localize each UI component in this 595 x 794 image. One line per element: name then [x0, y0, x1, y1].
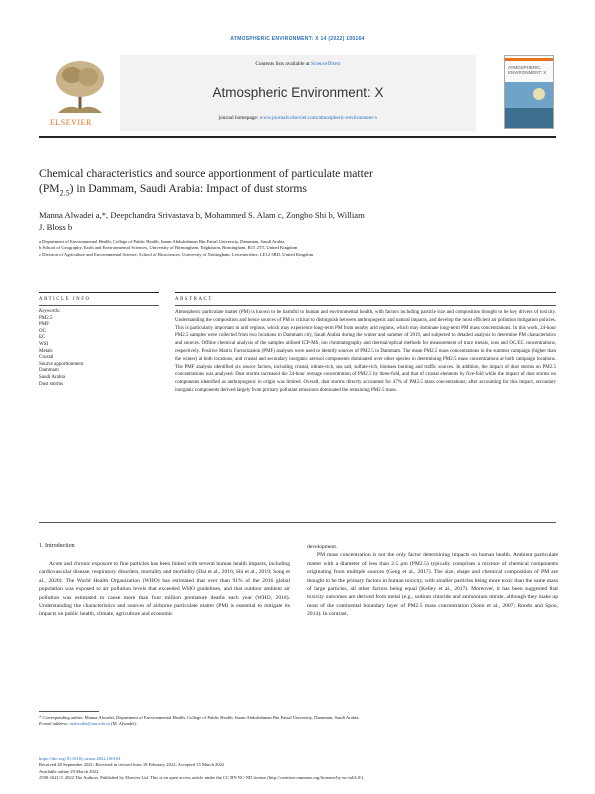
intro-left-column: [39, 560, 290, 619]
keyword: Dust storms: [39, 381, 64, 387]
elsevier-wordmark: ELSEVIER: [50, 118, 92, 127]
info-top-rule: [39, 292, 159, 293]
homepage-link[interactable]: www.journals.elsevier.com/atmospheric-environment-x: [259, 115, 378, 121]
email-link[interactable]: malwadei@iau.edu.sa: [69, 721, 110, 727]
footnotes: [39, 715, 559, 728]
sciencedirect-link[interactable]: ScienceDirect: [310, 61, 341, 67]
author-list: [39, 209, 469, 233]
contents-prefix: Contents lists available at: [255, 61, 311, 67]
cover-accent-bar: [505, 58, 553, 61]
journal-cover: [504, 55, 554, 129]
intro-right-column: [307, 543, 558, 619]
header-rule: [39, 136, 556, 138]
authors-line-1: Manna Alwadei a,*, Deepchandra Srivastava b, Mohammed S. Alam c, Zongbo Shi b, William: [39, 210, 365, 220]
abstract-top-rule: [175, 292, 556, 293]
publication-details: [39, 756, 559, 781]
keyword: Source apportionment: [39, 361, 84, 367]
abstract-heading: ABSTRACT: [175, 297, 213, 302]
cover-title: ATMOSPHERIC ENVIRONMENT: X: [508, 65, 547, 75]
keyword: WSI: [39, 341, 49, 347]
journal-title: Atmospheric Environment: X: [212, 85, 384, 100]
intro-continuation: development.: [307, 544, 338, 550]
introduction-heading: 1. Introduction: [39, 543, 75, 549]
homepage-line: [120, 115, 476, 121]
contents-line: [120, 61, 476, 67]
journal-header: [44, 55, 552, 131]
affiliations: [39, 239, 539, 258]
info-sub-rule: [39, 305, 159, 306]
license-line: 2590-1621/© 2022 The Authors. Published by Elsevier Ltd. This is an open access article under the CC BY-NC-ND license (http://creativecommons.org/licenses/by-nc-nd/4.0/).: [39, 774, 364, 780]
keyword: Metals: [39, 348, 53, 354]
keyword: EC: [39, 335, 46, 341]
affiliation-b: b School of Geography, Earth and Environmental Sciences, University of Birmingham, Edgbaston, Birmingham, B15 2TT, United Kingdom: [39, 245, 298, 251]
keyword: PMF: [39, 322, 50, 328]
keyword: Saudi Arabia: [39, 374, 65, 380]
doi-link[interactable]: https://doi.org/10.1016/j.aeaoa.2022.100164: [39, 756, 121, 761]
homepage-prefix: journal homepage:: [218, 115, 260, 121]
intro-paragraph-1: Acute and chronic exposure to fine particles has been linked with several human health impacts, including cardiovascular disease, respiratory disorders, mortality and morbidity (Dai et al., 2016; Shi et al., 2019; Song et al., 2020). The World Health Organization (WHO) has estimated that over than 91% of the 2016 global population was exposed to air pollution levels that exceeded WHO guidelines, and that outdoor ambient air pollution was estimated to cause more than four million premature deaths each year (WHO, 2018). Understanding the characteristics and sources of airborne particulate matter (PM) is essential to mitigate its impacts on public health, climate, agriculture and economic: [39, 561, 290, 618]
keyword: OC: [39, 328, 46, 334]
authors-line-2: J. Bloss b: [39, 222, 73, 232]
cover-artwork-icon: [505, 82, 553, 128]
footnote-rule: [39, 711, 99, 712]
corresponding-author-note: * Corresponding author. Manna Alwadei, Department of Environmental Health, College of Public Health, Imam Abdulrahman Bin Faisal University, Dammam, Saudi Arabia.: [39, 715, 360, 720]
affiliation-c: c Division of Agriculture and Environmental Science, School of Biosciences, University of Nottingham, Leicestershire, LE12 5RD, United Kingdom: [39, 251, 314, 257]
email-line: E-mail address: malwadei@iau.edu.sa (M. Alwadei).: [39, 721, 137, 727]
keyword: Crustal: [39, 355, 54, 361]
affiliation-a: a Department of Environmental Health, College of Public Health, Imam Abdulrahman Bin Faisal University, Dammam, Saudi Arabia: [39, 239, 285, 244]
received-dates: Received 28 September 2021; Received in revised form 18 February 2022; Accepted 15 March 2022: [39, 762, 225, 768]
abstract-bottom-rule: [39, 522, 556, 523]
journal-banner: [120, 55, 476, 131]
available-online: Available online 29 March 2022: [39, 768, 99, 774]
elsevier-tree-icon: [44, 55, 116, 117]
article-info-heading: ARTICLE INFO: [39, 297, 91, 302]
journal-citation: ATMOSPHERIC ENVIRONMENT: X 14 (2022) 100164: [230, 36, 365, 42]
keywords-label: Keywords:: [39, 309, 61, 314]
title-line-2: $(PM_{2.5})$ in Dammam, Saudi Arabia: Impact of dust storms: [39, 182, 307, 198]
keywords-block: [39, 309, 159, 388]
keyword: PM2.5: [39, 315, 53, 321]
intro-paragraph-2: PM mass concentration is not the only factor determining impacts on human health. Ambient particulate matter with a diameter of less than 2.5 μm (PM2.5) typically comprises a mixture of chemical components originating from multiple sources (Geng et al., 2017). The size, shape and chemical composition of PM are thought to be the primary factors in human toxicity, with smaller particles being more toxic than the same mass of large particles, all other factors being equal (Kelley et al., 2017). Moreover, it has been suggested that toxicity outcomes are derived from metal (e.g., sodium chloride and ammonium nitrate, although they make up most of the continental boundary layer of PM2.5 mass concentration (Sonn et al., 2007; Rondo and Spoo, 2014). In contrast,: [307, 552, 558, 618]
title-line-1: Chemical characteristics and source apportionment of particulate matter: [39, 167, 373, 180]
abstract-text: Atmospheric particulate matter (PM) is known to be harmful to human and environmental health, with factors including particle size and composition thought to be key drivers of toxicity. Understanding the composition and hence sources of PM is critical to distinguish between anthropogenic and natural impacts, and develop the most efficient air pollution mitigation policies. This is particularly important in arid regions, which may experience long-term PM from nearby arid regions, which may dominate long-term PM mass concentrations. In this work, 24-hour PM2.5 samples were collected from two locations in Dammam city, Saudi Arabia during the winter and summer of 2019, and subjected to detailed analysis to determine PM characteristics and sources. Offline chemical analysis of the samples utilised ICP-MS, ion chromatography and thermal/optical methods for measurement of trace metals, ions and OC/EC concentrations, respectively. Positive Matrix Factorization (PMF) analyses were used to identify sources of PM2.5 in Dammam. The mean PM2.5 mass concentrations in the summer campaign (higher than the winter) at both locations, and crustal and secondary inorganic aerosol components dominated over other species in determining PM2.5 mass concentrations at both campaign locations. The PMF analysis identified six source factors, including crustal, nitrate-rich, sea salt, sulfate-rich, biomass burning and traffic sources. In addition, the impact of dust storms on PM2.5 concentrations was analysed. Dust storms increased the 24-hour average concentration of PM2.5 by three-fold, and that of crustal elements by five-fold while the impact of dust storms on components identified as anthropogenic in origin was limited. Overall, dust storms directly accounted for 47% of PM2.5 mass concentrations; after accounting for this impact, secondary inorganic components derived largely from primary pollutant emissions dominated the remaining PM2.5 mass.: [175, 310, 556, 393]
article-title: [39, 166, 479, 200]
abstract-sub-rule: [175, 305, 556, 306]
keyword: Dammam: [39, 368, 59, 374]
elsevier-logo: [44, 55, 116, 131]
